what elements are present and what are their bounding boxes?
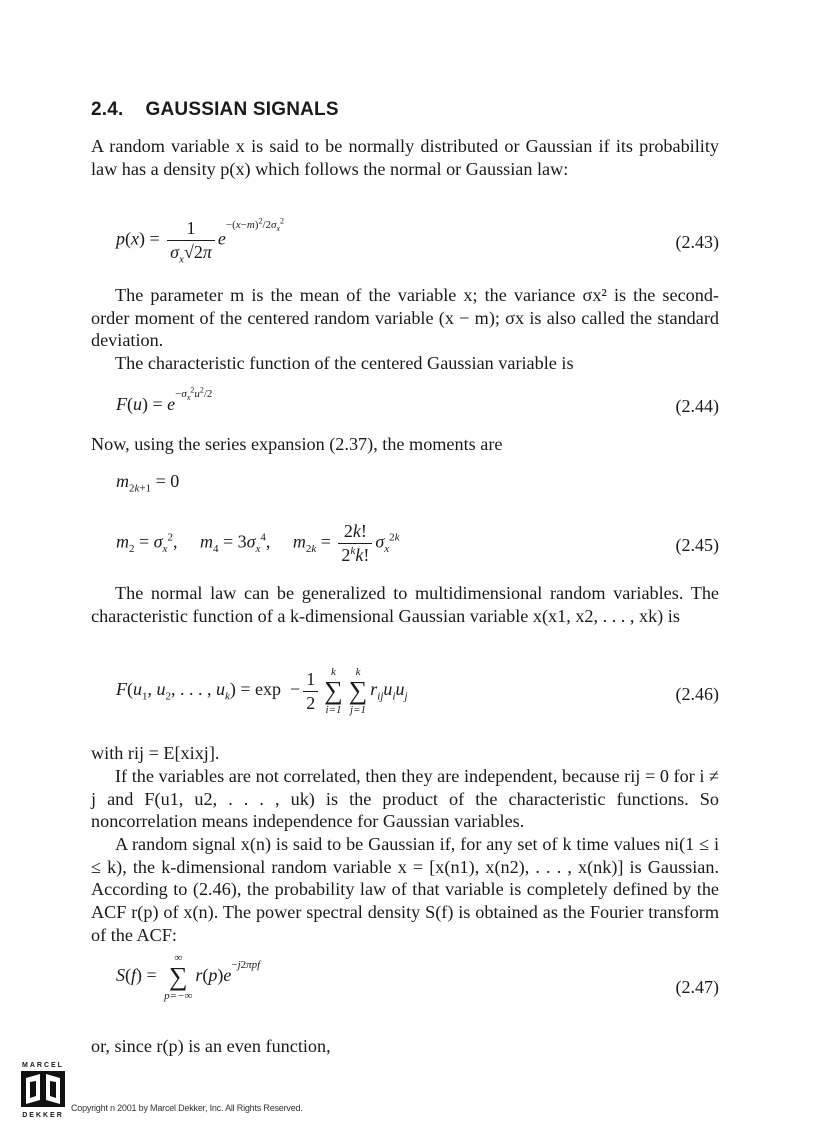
paragraph-text: A random signal x(n) is said to be Gaussian if, for any set of k time values ni(1 ≤ i ≤ k), the k-dimensional random variable x = [x(n1), x(n2), . . . , x(nk)] is Gaussian. According to (2.46), the probability law of that variable is completely defined by the ACF r(p) of x(n). The power spectral density S(f) is obtained as the Fourier transform of the ACF: [91, 834, 719, 945]
paragraph-text: A random variable x is said to be normally distributed or Gaussian if its probability law has a density p(x) which follows the normal or Gaussian law: [91, 136, 719, 179]
paragraph-text: The characteristic function of the centered Gaussian variable is [115, 353, 574, 373]
paragraph-with-rij [91, 742, 719, 765]
equation-2-44: $F(u) = e^{-\sigma_x^2u^2/2}$ [116, 385, 213, 414]
paragraph-text: with rij = E[xixj]. [91, 743, 220, 763]
equation-odd-moments: $m_{2k+1} = 0$ [116, 471, 180, 495]
paragraph-even-function [91, 1035, 719, 1058]
paragraph-multidimensional [91, 582, 719, 627]
copyright-notice: Copyright n 2001 by Marcel Dekker, Inc. All Rights Reserved. [71, 1103, 303, 1113]
equation-number-2-43: (2.43) [675, 232, 719, 252]
publisher-name-top: MARCEL [22, 1062, 64, 1069]
equation-number-2-45: (2.45) [675, 535, 719, 555]
section-title: GAUSSIAN SIGNALS [145, 99, 339, 120]
equation-number-2-47: (2.47) [675, 977, 719, 997]
publisher-name-bottom: DEKKER [22, 1112, 64, 1119]
equation-2-45: $m_2 = \sigma_x^2$, $m_4 = 3\sigma_x^4$, $m_{2k}$ = $\frac{2k!}{2^kk!}$ $\sigma_x^{2k}$ [116, 521, 400, 565]
publisher-logo [20, 1062, 66, 1119]
paragraph-text: If the variables are not correlated, then they are independent, because rij = 0 for i ≠ j and F(u1, u2, . . . , uk) is the product of the characteristic functions. So noncorrelation means independence for Gaussian variables. [91, 766, 719, 832]
paragraph-text: or, since r(p) is an even function, [91, 1036, 331, 1056]
paragraph-parameter [91, 284, 719, 352]
paragraph-text: The normal law can be generalized to multidimensional random variables. The characteristic function of a k-dimensional Gaussian variable x(x1, x2, . . . , xk) is [91, 583, 719, 626]
equation-2-43: p(x) = $\frac{1}{\sigma_x√2\pi}$ $e^{-(x-m)^2/2\sigma_x^2}$ [116, 215, 285, 266]
equation-2-46: $F(u_1$, $u_2$, . . . , $u_k) = \exp$ − $\frac{1}{2}$ k ∑ i=1 k ∑ j=1 $r_{ij}u_iu_j$ [116, 666, 408, 716]
paragraph-characteristic [91, 352, 719, 375]
paragraph-independence [91, 765, 719, 833]
equation-number-2-46: (2.46) [675, 684, 719, 704]
section-heading [91, 99, 339, 121]
paragraph-gaussian-signal [91, 833, 719, 947]
paragraph-moments [91, 433, 719, 456]
equation-2-47: S(f) = ∞ ∑ p=−∞ $r(p)e^{-j2\pi pf}$ [116, 952, 261, 1002]
section-number: 2.4. [91, 99, 124, 120]
paragraph-intro [91, 135, 719, 180]
book-logo-icon [20, 1070, 66, 1108]
paragraph-text: Now, using the series expansion (2.37), the moments are [91, 434, 503, 454]
equation-number-2-44: (2.44) [675, 396, 719, 416]
paragraph-text: The parameter m is the mean of the variable x; the variance σx² is the second-order moment of the centered random variable (x − m); σx is also called the standard deviation. [91, 285, 719, 351]
